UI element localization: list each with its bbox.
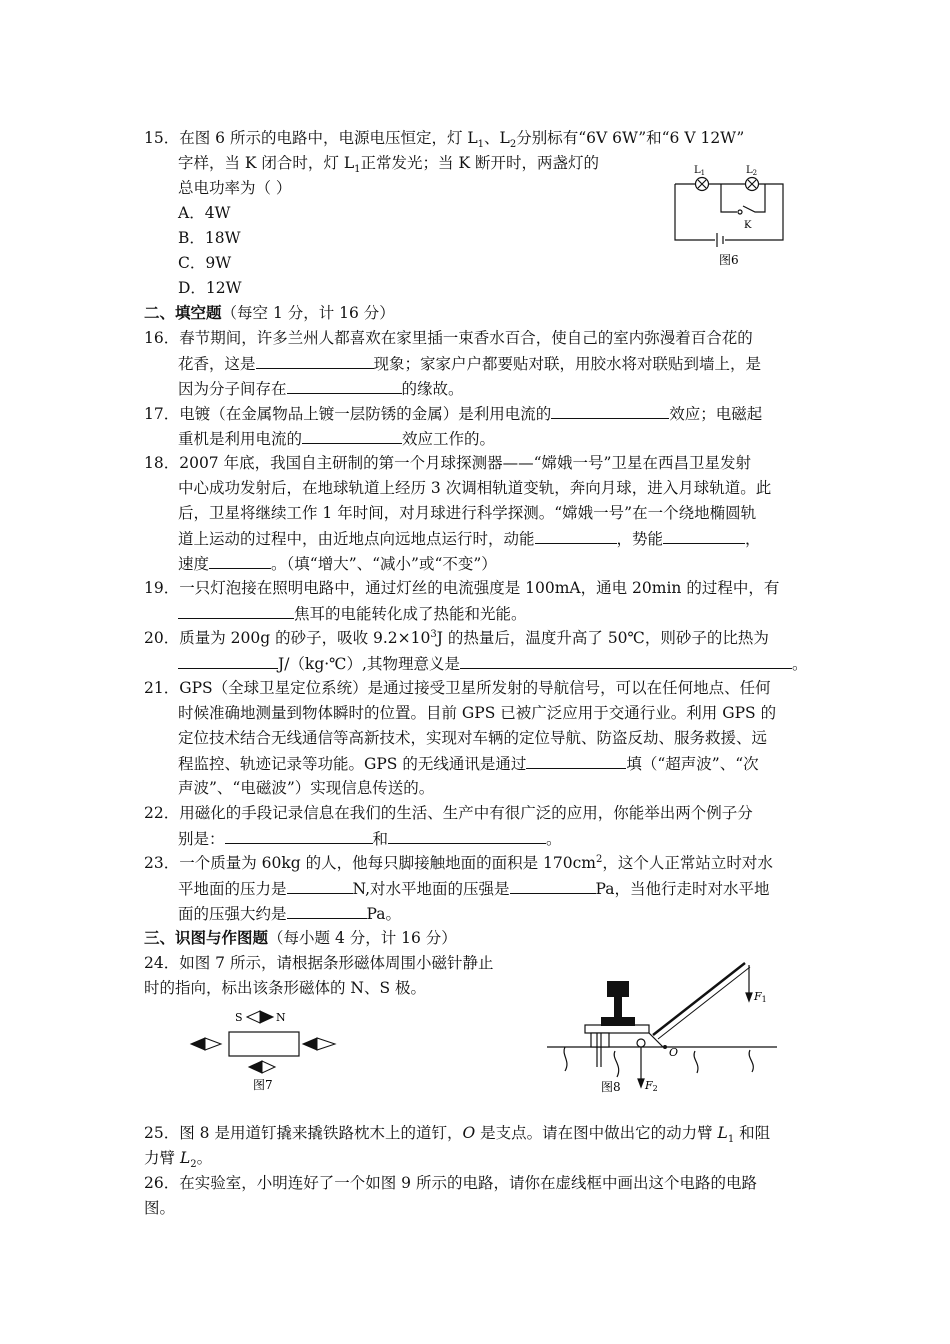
- q15-line-1: 15．在图 6 所示的电路中，电源电压恒定，灯 $L_1$、$L_2$分别标有“6V 6W”和“6 V 12W”: [144, 129, 745, 151]
- q18-blank-3[interactable]: [209, 553, 271, 569]
- q19-line-1: 19．一只灯泡接在照明电路中，通过灯丝的电流强度是 100mA，通电 20min 的过程中，有: [144, 579, 780, 597]
- q15-option-c: C．9W: [178, 254, 232, 272]
- q22-line-1: 22．用磁化的手段记录信息在我们的生活、生产中有很广泛的应用，你能举出两个例子分: [144, 804, 753, 822]
- fig7-label-s: S: [235, 1011, 243, 1024]
- q26-line-1: 26．在实验室，小明连好了一个如图 9 所示的电路，请你在虚线框中画出这个电路的电路: [144, 1174, 757, 1192]
- q23-line-3: 面的压强大约是 Pa。: [178, 905, 401, 923]
- fulcrum-point: [663, 1045, 667, 1049]
- fig6-caption: 图6: [719, 253, 739, 267]
- bar-magnet: [229, 1032, 299, 1056]
- q25-line-1: 25．图 8 是用道钉撬来撬铁路枕木上的道钉，O 是支点。请在图中做出它的动力臂 $L_1$ 和阻: [144, 1124, 771, 1146]
- q16-blank-2[interactable]: [287, 378, 402, 394]
- q17-blank-1[interactable]: [551, 403, 669, 419]
- section-2-heading: 二、填空题（每空 1 分，计 16 分）: [144, 303, 395, 322]
- q18-line-3: 后，卫星将继续工作 1 年时间，对月球进行科学探测。“嫦娥一号”在一个绕地椭圆轨: [178, 504, 757, 522]
- q18-line-2: 中心成功发射后，在地球轨道上经历 3 次调相轨道变轨，奔向月球，进入月球轨道。此: [178, 479, 772, 497]
- q22-blank-1[interactable]: [225, 828, 373, 844]
- q16-line-1: 16．春节期间，许多兰州人都喜欢在家里插一束香水百合，使自己的室内弥漫着百合花的: [144, 329, 753, 347]
- q17-blank-2[interactable]: [302, 428, 402, 444]
- q18-line-5: 速度 。（填“增大”、“减小”或“不变”）: [178, 555, 497, 573]
- q21-line-3: 定位技术结合无线通信等高新技术，实现对车辆的定位导航、防盗反劫、服务救援、远: [178, 729, 768, 747]
- q20-line-1: 20．质量为 200g 的砂子，吸收 $9.2\times 10^3J$ 的热量后，温度升高了 50℃，则砂子的比热为: [144, 628, 769, 647]
- q15-option-a: A．4W: [178, 204, 231, 222]
- spike-head: [637, 1039, 645, 1047]
- q22-blank-2[interactable]: [388, 828, 546, 844]
- section-3-heading: 三、识图与作图题（每小题 4 分，计 16 分）: [144, 928, 457, 947]
- fig6-label-l2: $L_2$: [746, 165, 758, 177]
- q16-line-3: 因为分子间存在 的缘故。: [178, 380, 464, 398]
- q26-line-2: 图。: [144, 1199, 176, 1217]
- compass-top: [247, 1011, 273, 1023]
- q20-line-2: J/（kg·℃）,其物理意义是 。: [178, 653, 807, 674]
- fig8-label-o: O: [669, 1046, 679, 1059]
- q23-blank-3[interactable]: [287, 903, 367, 919]
- fig6-label-k: K: [744, 220, 752, 231]
- fig8-label-f1: F1: [754, 990, 767, 1004]
- q17-line-1: 17．电镀（在金属物品上镀一层防锈的金属）是利用电流的 效应；电磁起: [144, 405, 763, 423]
- q25-line-2: 力臂 $L_2$。: [144, 1149, 213, 1171]
- q19-line-2: 焦耳的电能转化成了热能和光能。: [178, 603, 527, 624]
- q18-line-4: 道上运动的过程中，由近地点向远地点运行时，动能 ，势能 ，: [178, 530, 761, 548]
- q21-line-5: 声波”、“电磁波”）实现信息传送的。: [178, 779, 435, 797]
- q19-blank-1[interactable]: [178, 603, 294, 619]
- q17-line-2: 重机是利用电流的 效应工作的。: [178, 430, 496, 448]
- fig7-label-n: N: [276, 1011, 286, 1024]
- q20-blank-1[interactable]: [178, 653, 278, 669]
- q15-option-b: B．18W: [178, 229, 241, 247]
- compass-left: [191, 1038, 221, 1050]
- q21-line-1: 21．GPS（全球卫星定位系统）是通过接受卫星所发射的导航信号，可以在任何地点、任何: [144, 679, 771, 697]
- fig7-caption: 图7: [253, 1078, 273, 1092]
- q22-line-2: 别是： 和 。: [178, 830, 562, 848]
- fig6-label-l1: $L_1$: [694, 165, 706, 177]
- fig8-caption: 图8: [601, 1080, 621, 1094]
- compass-bottom: [249, 1061, 275, 1073]
- figure-6-circuit: [665, 158, 795, 270]
- q21-line-4: 程监控、轨迹记录等功能。GPS 的无线通讯是通过 填（“超声波”、“次: [178, 755, 759, 773]
- q16-line-2: 花香，这是 现象；家家户户都要贴对联，用胶水将对联贴到墙上，是: [178, 355, 762, 373]
- q21-line-2: 时候准确地测量到物体瞬时的位置。目前 GPS 已被广泛应用于交通行业。利用 GPS 的: [178, 704, 777, 722]
- q23-line-2: 平地面的压力是 N,对水平地面的压强是 Pa，当他行走时对水平地: [178, 880, 770, 898]
- q23-blank-1[interactable]: [287, 878, 353, 894]
- figure-8-spike-puller: [545, 955, 785, 1100]
- compass-right: [303, 1038, 335, 1050]
- q23-line-1: 23．一个质量为 60kg 的人，他每只脚接触地面的面积是 $170cm^2$，这个人正常站立时对水: [144, 853, 773, 872]
- q24-line-1: 24．如图 7 所示，请根据条形磁体周围小磁针静止: [144, 954, 494, 972]
- q23-blank-2[interactable]: [510, 878, 596, 894]
- fig8-label-f2: F2: [645, 1079, 658, 1093]
- q24-line-2: 时的指向，标出该条形磁体的 N、S 极。: [144, 979, 427, 997]
- q15-line-2: 字样，当 K 闭合时，灯 $L_1$正常发光；当 K 断开时，两盏灯的: [178, 154, 599, 176]
- q15-line-3: 总电功率为（ ）: [178, 179, 292, 197]
- q18-blank-2[interactable]: [663, 528, 745, 544]
- q18-blank-1[interactable]: [535, 528, 617, 544]
- figure-7-bar-magnet: [185, 1006, 355, 1096]
- rail: [601, 981, 635, 1026]
- q20-blank-2[interactable]: [460, 653, 792, 669]
- q21-blank-1[interactable]: [526, 753, 626, 769]
- q15-option-d: D．12W: [178, 279, 242, 297]
- q16-blank-1[interactable]: [256, 353, 374, 369]
- q18-line-1: 18．2007 年底，我国自主研制的第一个月球探测器——“嫦娥一号”卫星在西昌卫星发射: [144, 454, 751, 472]
